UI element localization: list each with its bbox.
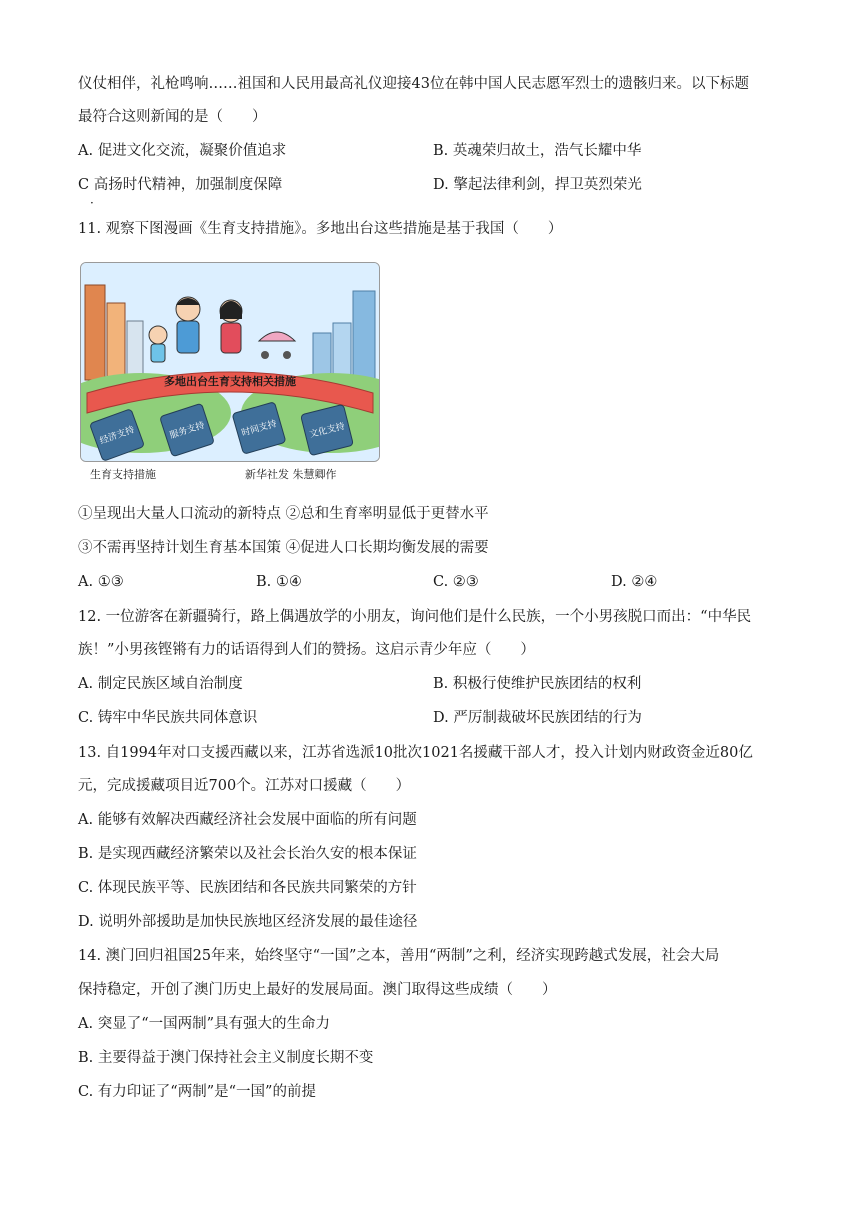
q14-stem-line1: 14. 澳门回归祖国25年来，始终坚守“一国”之本，善用“两制”之利，经济实现跨越式发展，社会大局 (78, 948, 720, 964)
q13-option-d: D. 说明外部援助是加快民族地区经济发展的最佳途径 (78, 914, 418, 930)
q10-option-d: D. 擎起法律利剑，捍卫英烈荣光 (433, 177, 642, 193)
q10-option-c: C 高扬时代精神，加强制度保障 (78, 177, 283, 193)
q11-option-b: B. ①④ (256, 574, 302, 590)
q11-items-line1: ①呈现出大量人口流动的新特点 ②总和生育率明显低于更替水平 (78, 506, 489, 522)
q10-stem-line2: 最符合这则新闻的是（ ） (78, 109, 267, 125)
cartoon-birth-support (80, 262, 380, 462)
cartoon-hand-label-3: 时间支持 (240, 418, 278, 438)
q10-option-c-dot: · (90, 196, 94, 210)
cartoon-banner-text: 多地出台生育支持相关措施 (164, 376, 296, 388)
q14-option-b: B. 主要得益于澳门保持社会主义制度长期不变 (78, 1050, 374, 1066)
cartoon-illustration (81, 263, 379, 461)
q13-stem-line2: 元，完成援藏项目近700个。江苏对口援藏（ ） (78, 778, 411, 794)
q10-option-a: A. 促进文化交流，凝聚价值追求 (78, 143, 287, 159)
cartoon-hand-label-1: 经济支持 (98, 424, 136, 446)
q12-option-b: B. 积极行使维护民族团结的权利 (433, 676, 642, 692)
q11-option-d: D. ②④ (611, 574, 658, 590)
q13-option-a: A. 能够有效解决西藏经济社会发展中面临的所有问题 (78, 812, 417, 828)
q11-option-c: C. ②③ (433, 574, 479, 590)
q13-stem-line1: 13. 自1994年对口支援西藏以来，江苏省选派10批次1021名援藏干部人才，投入计划内财政资金近80亿 (78, 745, 753, 761)
q11-stem: 11. 观察下图漫画《生育支持措施》。多地出台这些措施是基于我国（ ） (78, 221, 563, 237)
cartoon-caption-credit: 新华社发 朱慧卿作 (245, 468, 337, 481)
q13-option-b: B. 是实现西藏经济繁荣以及社会长治久安的根本保证 (78, 846, 417, 862)
q12-option-a: A. 制定民族区域自治制度 (78, 676, 243, 692)
q10-option-b: B. 英魂荣归故土，浩气长耀中华 (433, 143, 642, 159)
q13-option-c: C. 体现民族平等、民族团结和各民族共同繁荣的方针 (78, 880, 417, 896)
cartoon-hand-label-2: 服务支持 (168, 419, 206, 441)
q12-stem-line2: 族！”小男孩铿锵有力的话语得到人们的赞扬。这启示青少年应（ ） (78, 642, 535, 658)
q14-option-c: C. 有力印证了“两制”是“一国”的前提 (78, 1084, 316, 1100)
cartoon-caption-title: 生育支持措施 (90, 468, 156, 481)
q14-stem-line2: 保持稳定，开创了澳门历史上最好的发展局面。澳门取得这些成绩（ ） (78, 982, 557, 998)
q12-option-c: C. 铸牢中华民族共同体意识 (78, 710, 258, 726)
q12-stem-line1: 12. 一位游客在新疆骑行，路上偶遇放学的小朋友，询问他们是什么民族，一个小男孩脱口而出：“中华民 (78, 609, 752, 625)
q11-option-a: A. ①③ (78, 574, 124, 590)
q14-option-a: A. 突显了“一国两制”具有强大的生命力 (78, 1016, 331, 1032)
q11-items-line2: ③不需再坚持计划生育基本国策 ④促进人口长期均衡发展的需要 (78, 540, 489, 556)
cartoon-hand-label-4: 文化支持 (308, 420, 346, 440)
q12-option-d: D. 严厉制裁破坏民族团结的行为 (433, 710, 642, 726)
q10-stem-line1: 仪仗相伴，礼枪鸣响……祖国和人民用最高礼仪迎接43位在韩中国人民志愿军烈士的遗骸归来。以下标题 (78, 76, 749, 92)
